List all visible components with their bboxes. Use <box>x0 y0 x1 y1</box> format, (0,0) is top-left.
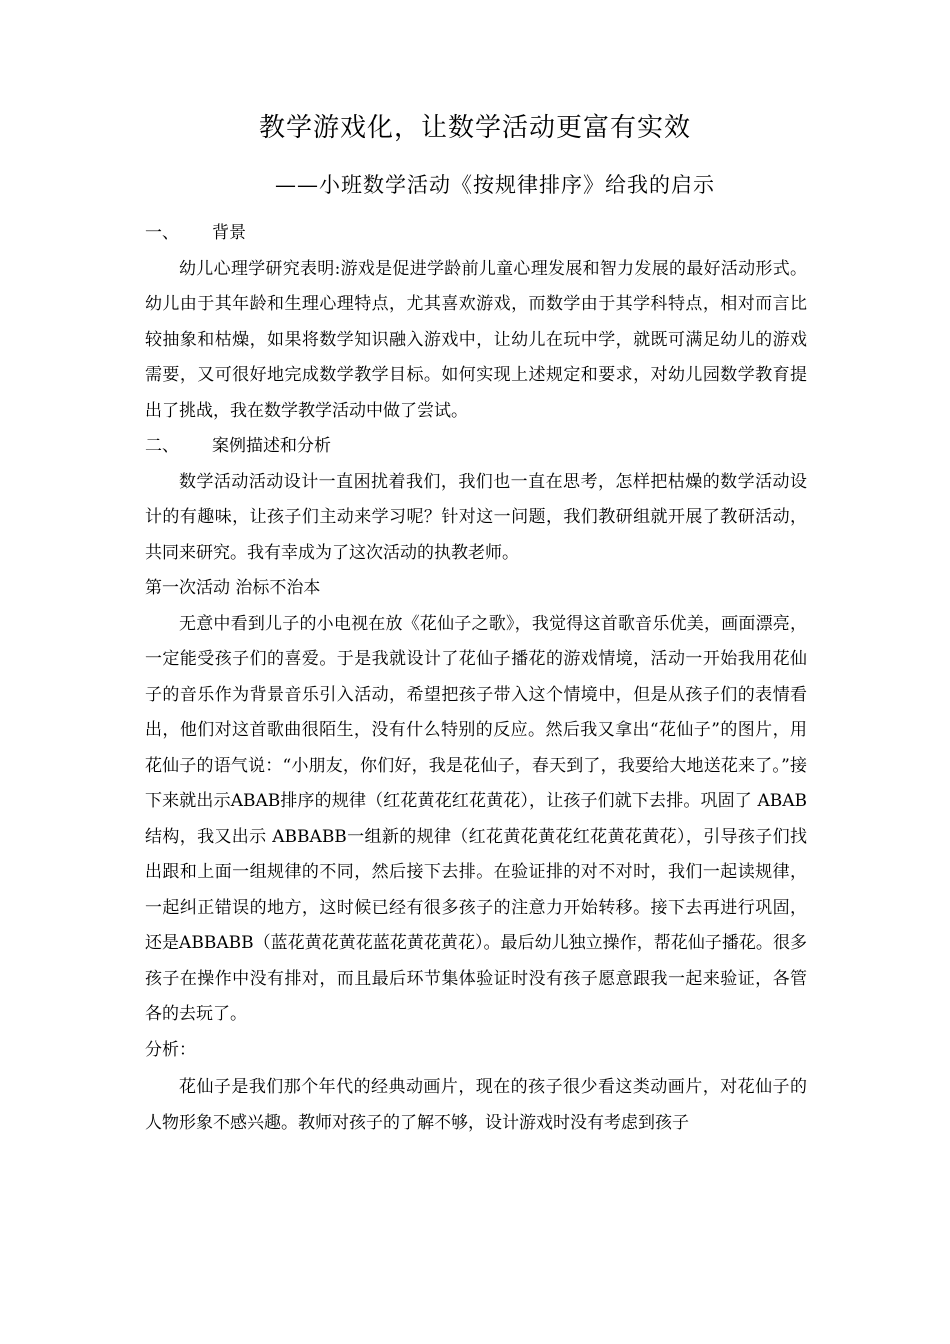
document-subtitle: ——小班数学活动《按规律排序》给我的启示 <box>275 173 715 197</box>
section-heading-case <box>145 429 807 465</box>
section-number: 二、 <box>145 436 179 456</box>
document-title: 教学游戏化，让数学活动更富有实效 <box>258 113 691 143</box>
paragraph-analysis: 花仙子是我们那个年代的经典动画片，现在的孩子很少看这类动画片，对花仙子的人物形象不感兴趣。教师对孩子的了解不够，设计游戏时没有考虑到孩子 <box>145 1077 807 1133</box>
section-title: 案例描述和分析 <box>212 436 331 456</box>
section-heading-background <box>145 216 807 252</box>
activity-title: 第一次活动 治标不治本 <box>145 578 321 598</box>
section-title: 背景 <box>212 223 246 243</box>
paragraph-activity-description: 无意中看到儿子的小电视在放《花仙子之歌》，我觉得这首歌音乐优美，画面漂亮，一定能受孩子们的喜爱。于是我就设计了花仙子播花的游戏情境，活动一开始我用花仙子的音乐作为背景音乐引入活动，希望把孩子带入这个情境中，但是从孩子们的表情看出，他们对这首歌曲很陌生，没有什么特别的反应。然后我又拿出“花仙子”的图片，用花仙子的语气说：“小朋友，你们好，我是花仙子，春天到了，我要给大地送花来了。”接下来就出示ABAB排序的规律（红花黄花红花黄花），让孩子们就下去排。巩固了 ABAB 结构，我又出示 ABBABB一组新的规律（红花黄花黄花红花黄花黄花），引导孩子们找出跟和上面一组规律的不同，然后接下去排。在验证排的对不对时，我们一起读规律，一起纠正错误的地方，这时候已经有很多孩子的注意力开始转移。接下去再进行巩固，还是ABBABB（蓝花黄花黄花蓝花黄花黄花）。最后幼儿独立操作，帮花仙子播花。很多孩子在操作中没有排对，而且最后环节集体验证时没有孩子愿意跟我一起来验证，各管各的去玩了。 <box>145 613 807 1024</box>
analysis-label: 分析： <box>145 1039 196 1060</box>
paragraph-case-intro: 数学活动活动设计一直困扰着我们，我们也一直在思考，怎样把枯燥的数学活动设计的有趣味，让孩子们主动来学习呢？针对这一问题，我们教研组就开展了教研活动，共同来研究。我有幸成为了这次活动的执教老师。 <box>145 471 807 563</box>
paragraph-background: 幼儿心理学研究表明:游戏是促进学龄前儿童心理发展和智力发展的最好活动形式。幼儿由于其年龄和生理心理特点，尤其喜欢游戏，而数学由于其学科特点，相对而言比较抽象和枯燥，如果将数学知识融入游戏中，让幼儿在玩中学，就既可满足幼儿的游戏需要，又可很好地完成数学教学目标。如何实现上述规定和要求，对幼儿园数学教育提出了挑战，我在数学教学活动中做了尝试。 <box>145 258 807 421</box>
document-body <box>145 216 807 1141</box>
section-number: 一、 <box>145 223 179 243</box>
